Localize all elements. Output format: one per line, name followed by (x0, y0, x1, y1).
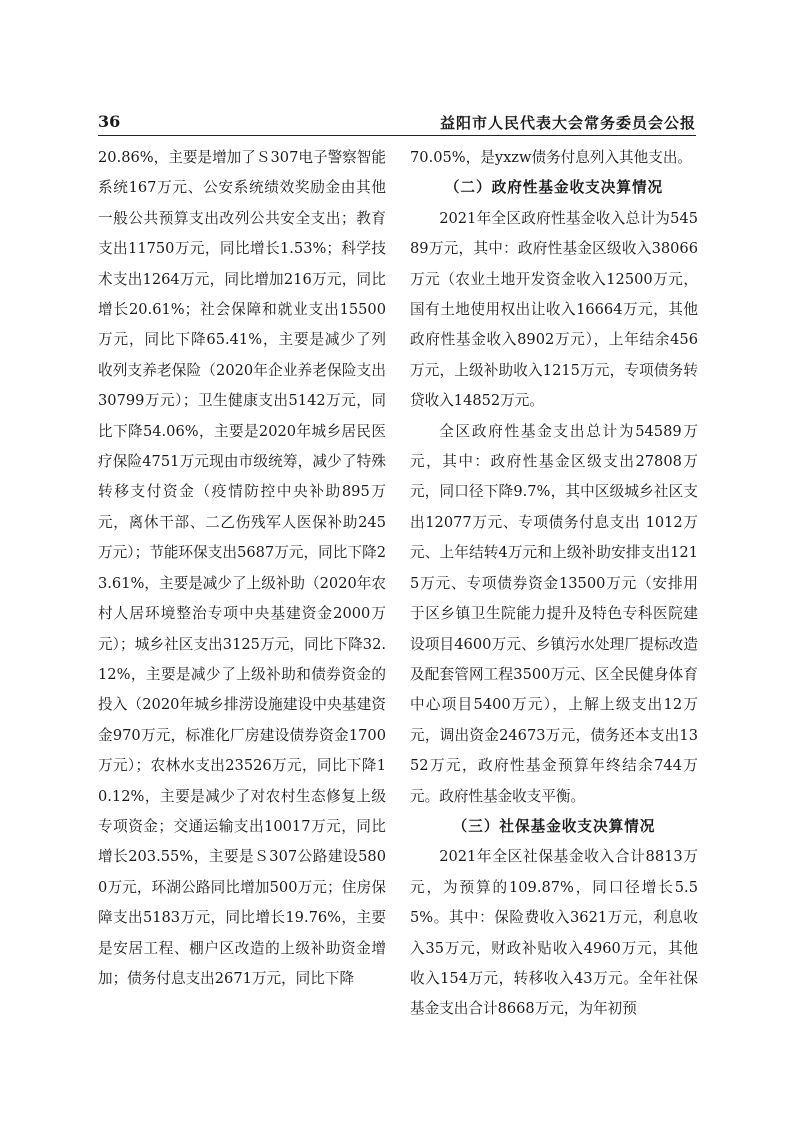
paragraph: 20.86%，主要是增加了Ｓ307电子警察智能系统167万元、公安系统绩效奖励金由其他一般公共预算支出改列公共安全支出；教育支出11750万元，同比增长1.53%；科学技术支出1264万元，同比增加216万元，同比增长20.61%；社会保障和就业支出15500万元，同比下降65.41%，主要是减少了列收列支养老保险（2020年企业养老保险支出30799万元）；卫生健康支出5142万元，同比下降54.06%，主要是2020年城乡居民医疗保险4751万元现由市级统筹，减少了特殊转移支付资金（疫情防控中央补助895万元，离休干部、二乙伤残军人医保补助245万元）；节能环保支出5687万元，同比下降23.61%，主要是减少了上级补助（2020年农村人居环境整治专项中央基建资金2000万元）；城乡社区支出3125万元，同比下降32.12%，主要是减少了上级补助和债券资金的投入（2020年城乡排涝设施建设中央基建资金970万元，标准化厂房建设债券资金1700万元）；农林水支出23526万元，同比下降10.12%，主要是减少了对农村生态修复上级专项资金；交通运输支出10017万元，同比增长203.55%，主要是Ｓ307公路建设5800万元，环湖公路同比增加500万元；住房保障支出5183万元，同比增长19.76%，主要是安居工程、棚户区改造的上级补助资金增加；债务付息支出2671万元，同比下降 (98, 149, 386, 987)
journal-title: 益阳市人民代表大会常务委员会公报 (439, 114, 696, 132)
section-heading-2: （二）政府性基金收支决算情况 (444, 179, 664, 197)
paragraph: 全区政府性基金支出总计为54589万元，其中：政府性基金区级支出27808万元，同口径下降9.7%，其中区级城乡社区支出12077万元、专项债务付息支出 1012万元、上年结转4万元和上级补助安排支出1215万元、专项债券资金13500万元（安排用于区乡镇卫生院能力提升及特色专科医院建设项目4600万元、乡镇污水处理厂提标改造及配套管网工程3500万元、区全民健身体育中心项目5400万元），上解上级支出12万元，调出资金24673万元，债务还本支出1352万元，政府性基金预算年终结余744万元。政府性基金收支平衡。 (410, 422, 698, 805)
paragraph: 2021年全区政府性基金收入总计为54589万元，其中：政府性基金区级收入38066万元（农业土地开发资金收入12500万元，国有土地使用权出让收入16664万元，其他政府性基金收入8902万元），上年结余456万元，上级补助收入1215万元，专项债务转贷收入14852万元。 (410, 209, 698, 410)
paragraph: 70.05%，是yxzw债务付息列入其他支出。 (410, 149, 693, 166)
header-rule (98, 135, 696, 136)
right-column (410, 143, 698, 1025)
page-number: 36 (98, 112, 121, 131)
paragraph: 2021年全区社保基金收入合计8813万元，为预算的109.87%，同口径增长5.55%。其中：保险费收入3621万元，利息收入35万元，财政补贴收入4960万元，其他收入154万元，转移收入43万元。全年社保基金支出合计8668万元，为年初预 (410, 848, 698, 1018)
section-heading-3: （三）社保基金收支决算情况 (452, 817, 656, 835)
page-header (98, 108, 696, 134)
left-column (98, 143, 386, 994)
